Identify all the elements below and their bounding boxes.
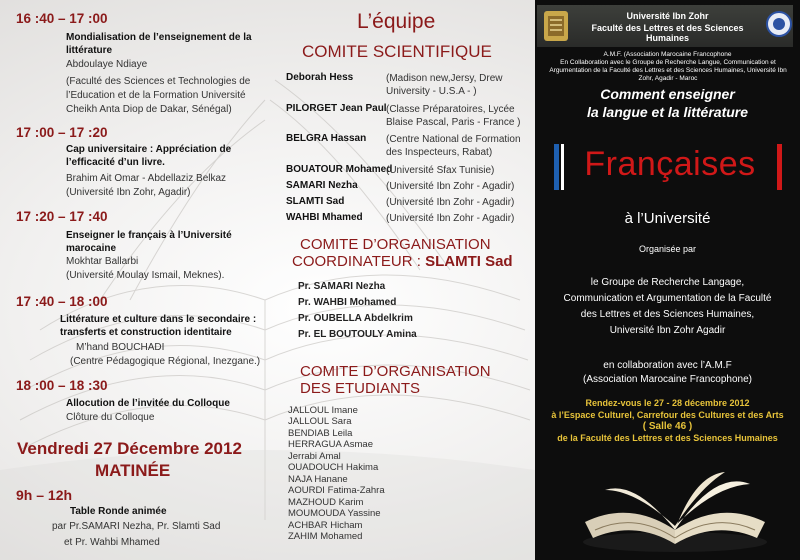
student-name: ACHBAR Hicham <box>288 520 363 531</box>
slot-affiliation: Cheikh Anta Diop de Dakar, Sénégal) <box>66 104 232 115</box>
slot-time: 17 :00 – 17 :20 <box>16 125 108 140</box>
slot-speaker: Brahim Ait Omar - Abdellaziz Belkaz <box>66 173 227 184</box>
organiser-line: Université Ibn Zohr Agadir <box>609 325 726 336</box>
coordinator-name: SLAMTI Sad <box>425 253 513 270</box>
room-line: ( Salle 46 ) <box>642 421 693 432</box>
member-name: WAHBI Mhamed <box>286 212 363 223</box>
slot-title: Table Ronde animée <box>70 506 167 517</box>
university-subtitle: à l’Université <box>624 210 711 227</box>
slot-title: Cap universitaire : Appréciation de l’efficacité d’un livre. <box>66 144 232 168</box>
amf-name-line: (Association Marocaine Francophone) <box>583 374 752 385</box>
member-affiliation: (Centre National de Formation des Inspecteurs, Rabat) <box>386 134 521 158</box>
university-logo-icon <box>541 8 571 44</box>
students-committee-subheading: DES ETUDIANTS <box>300 380 421 397</box>
slot-speaker: par Pr.SAMARI Nezha, Pr. Slamti Sad <box>52 521 221 532</box>
organiser-name: Pr. WAHBI Mohamed <box>298 297 397 308</box>
faculty-name: Faculté des Lettres et des Sciences Humaines <box>591 23 744 43</box>
student-name: ZAHIM Mohamed <box>288 531 363 542</box>
member-affiliation: (Madison new,Jersy, Drew University - U.S.A - ) <box>386 73 503 97</box>
day-heading: Vendredi 27 Décembre 2012 <box>17 439 242 458</box>
student-name: BENDIAB Leila <box>288 428 353 439</box>
faculty-line: de la Faculté des Lettres et des Sciences Humaines <box>557 433 778 443</box>
member-affiliation: (Université Ibn Zohr - Agadir) <box>386 197 515 208</box>
slot-title: Enseigner le français à l’Université marocaine <box>66 230 232 254</box>
slot-affiliation: (Université Moulay Ismail, Meknes). <box>66 270 225 281</box>
organiser-name: Pr. SAMARI Nezha <box>298 281 386 292</box>
amf-collab-line: en collaboration avec l’A.M.F <box>603 360 732 371</box>
scientific-committee-heading: COMITE SCIENTIFIQUE <box>302 42 492 61</box>
member-affiliation: (Université Ibn Zohr - Agadir) <box>386 213 515 224</box>
slot-speaker: M’hand BOUCHADI <box>76 342 165 353</box>
student-name: Jerrabi Amal <box>288 451 341 462</box>
organiser-line: des Lettres et des Sciences Humaines, <box>580 309 755 320</box>
member-name: BELGRA Hassan <box>286 133 367 144</box>
slot-affiliation: (Faculté des Sciences et Technologies de <box>66 76 251 87</box>
amf-line: A.M.F. (Association Marocaine Francophone <box>603 51 732 58</box>
organiser-name: Pr. EL BOUTOULY Amina <box>298 329 417 340</box>
students-committee-heading: COMITE D’ORGANISATION <box>300 363 491 380</box>
slot-time: 16 :40 – 17 :00 <box>16 11 108 26</box>
student-name: AOURDI Fatima-Zahra <box>288 485 385 496</box>
coordinator-label-text: COORDINATEUR : <box>292 253 421 270</box>
slot-affiliation: l’Education et de la Formation Université <box>66 90 246 101</box>
student-name: MAZHOUD Karim <box>288 497 364 508</box>
student-name: MOUMOUDA Yassine <box>288 508 381 519</box>
member-name: Deborah Hess <box>286 72 354 83</box>
organiser-name: Pr. OUBELLA Abdelkrim <box>298 313 413 324</box>
slot-speaker: et Pr. Wahbi Mhamed <box>64 537 160 548</box>
slot-affiliation: (Centre Pédagogique Régional, Inezgane.) <box>70 356 261 367</box>
team-heading: L’équipe <box>357 10 436 33</box>
student-name: JALLOUL Sara <box>288 416 352 427</box>
slot-title: Littérature et culture dans le secondaire : transferts et construction identitaire <box>60 314 257 338</box>
slot-speaker: Mokhtar Ballarbi <box>66 256 139 267</box>
slot-time: 9h – 12h <box>16 487 73 503</box>
member-name: SLAMTI Sad <box>286 196 345 207</box>
amf-logo-icon <box>765 10 793 38</box>
organiser-line: le Groupe de Recherche Langage, <box>590 277 745 288</box>
slot-speaker: Abdoulaye Ndiaye <box>66 59 148 70</box>
student-name: NAJA Hanane <box>288 474 348 485</box>
organising-committee-heading: COMITE D’ORGANISATION <box>300 236 491 253</box>
member-affiliation: (Classe Préparatoires, Lycée Blaise Pascal, Paris - France ) <box>386 104 521 128</box>
student-name: OUADOUCH Hakima <box>288 462 379 473</box>
conference-title-line-2: la langue et la littérature <box>586 104 749 120</box>
member-name: BOUATOUR Mohamed <box>286 164 393 175</box>
member-name: SAMARI Nezha <box>286 180 358 191</box>
slot-affiliation: (Université Ibn Zohr, Agadir) <box>66 187 191 198</box>
slot-time: 17 :20 – 17 :40 <box>16 209 108 224</box>
venue-line: à l’Espace Culturel, Carrefour des Cultures et des Arts <box>551 410 784 420</box>
member-affiliation: (Université Ibn Zohr - Agadir) <box>386 181 515 192</box>
slot-time: 17 :40 – 18 :00 <box>16 294 108 309</box>
organised-by-label: Organisée par <box>638 244 697 254</box>
student-name: HERRAGUA Asmae <box>288 439 373 450</box>
collaboration-line: En Collaboration avec le Groupe de Recherche Langue, Communication et Argumentation de la Faculté des Lettres et des Sciences Humaines, Université Ibn Zohr, Agadir - Maroc <box>549 59 787 82</box>
coordinator-label <box>292 253 513 270</box>
organiser-line: Communication et Argumentation de la Faculté <box>563 293 772 304</box>
date-line: Rendez-vous le 27 - 28 décembre 2012 <box>585 398 750 408</box>
university-name: Université Ibn Zohr <box>626 11 709 21</box>
student-name: JALLOUL Imane <box>288 405 358 416</box>
slot-title: Allocution de l’invitée du Colloque <box>66 398 230 409</box>
member-affiliation: (Université Sfax Tunisie) <box>386 165 495 176</box>
session-heading: MATINÉE <box>95 461 171 480</box>
member-name: PILORGET Jean Paul <box>286 103 387 114</box>
open-book-icon <box>575 460 775 555</box>
slot-time: 18 :00 – 18 :30 <box>16 378 108 393</box>
conference-title-line-1: Comment enseigner <box>600 86 735 102</box>
slot-title: Mondialisation de l’enseignement de la littérature <box>66 32 252 56</box>
francaises-title: Françaises <box>584 145 756 183</box>
slot-closing: Clôture du Colloque <box>66 412 155 423</box>
